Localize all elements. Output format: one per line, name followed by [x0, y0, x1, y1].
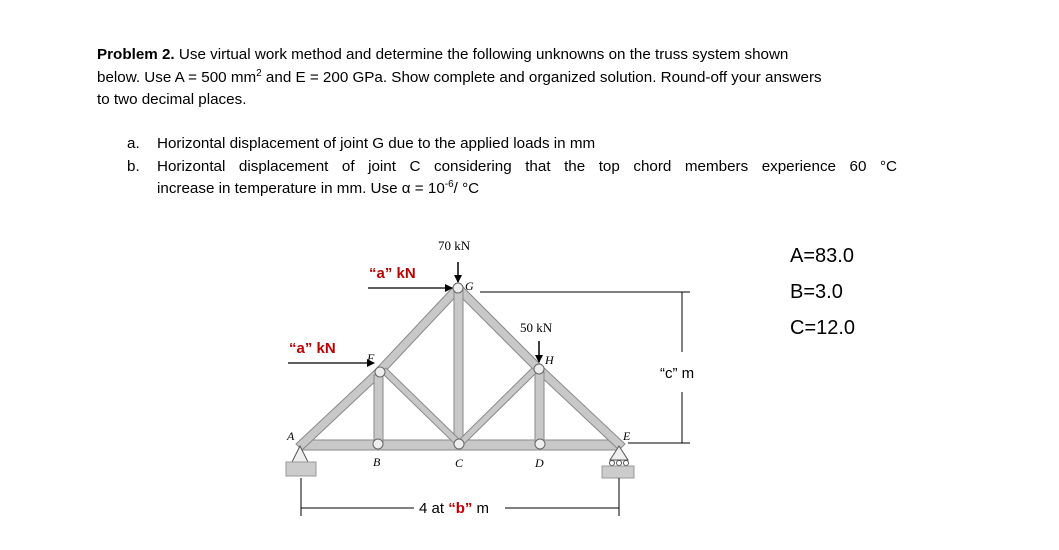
joint-label-c: C: [455, 456, 464, 470]
member-hc: [457, 368, 537, 446]
member-fc: [381, 368, 462, 446]
load-label-h: 50 kN: [520, 320, 553, 335]
list-marker-b: b.: [127, 157, 140, 175]
problem-heading: Problem 2.: [97, 46, 175, 63]
roller-support-e: [602, 446, 634, 478]
span-label-var: “b”: [448, 500, 473, 517]
joint-label-e: E: [623, 429, 631, 443]
list-marker-a: a.: [127, 135, 140, 152]
joint-label-a: A: [287, 429, 295, 443]
load-f-horizontal-text: “a” kN: [289, 340, 336, 357]
joint-label-h: H: [545, 353, 554, 367]
param-c: C=12.0: [790, 317, 856, 339]
joint-d: [535, 439, 545, 449]
list-text-a: Horizontal displacement of joint G due to the applied loads in mm: [157, 135, 596, 152]
problem-text-3: to two decimal places.: [97, 91, 247, 108]
member-gc: [454, 290, 463, 445]
member-fb: [374, 375, 383, 445]
list-text-b-2a: increase in temperature in mm. Use α = 10: [157, 180, 445, 197]
load-label-g-horizontal: [369, 265, 416, 282]
load-g-horizontal-text: “a” kN: [369, 265, 416, 282]
list-sup-b: -6: [444, 178, 454, 190]
span-label-pre: 4 at: [419, 500, 449, 517]
joint-label-f: F: [367, 351, 375, 365]
parameter-values: [790, 238, 855, 346]
member-hd: [535, 372, 544, 445]
list-text-b-2b: / °C: [453, 180, 480, 197]
span-label-post: m: [472, 500, 490, 517]
load-label-f-horizontal: [289, 340, 336, 357]
problem-text-2a: below. Use A = 500 mm: [97, 68, 257, 86]
joint-c: [454, 439, 464, 449]
problem-text-2b: and E = 200 GPa. Show complete and organized solution. Round-off your answers: [261, 68, 822, 86]
member-af: [296, 370, 381, 450]
joint-f: [375, 367, 385, 377]
joint-h: [534, 364, 544, 374]
joint-label-d: D: [535, 456, 544, 470]
member-he: [536, 366, 625, 450]
list-text-b-1: Horizontal displacement of joint C considering that the top chord members experience 60 °C: [157, 157, 897, 175]
problem-text-1: Use virtual work method and determine the following unknowns on the truss system shown: [178, 46, 789, 63]
height-dimension: [480, 292, 690, 443]
param-a: A=83.0: [790, 245, 854, 267]
truss-members: [296, 285, 625, 450]
joint-label-g: G: [465, 279, 474, 293]
member-fg: [375, 285, 461, 376]
load-label-g: 70 kN: [438, 238, 471, 253]
joint-g: [453, 283, 463, 293]
height-label: “c” m: [660, 365, 695, 382]
param-b: B=3.0: [790, 281, 843, 303]
problem-sup-2: 2: [256, 67, 262, 79]
joint-label-b: B: [373, 455, 381, 469]
joint-b: [373, 439, 383, 449]
span-label: [419, 500, 489, 517]
